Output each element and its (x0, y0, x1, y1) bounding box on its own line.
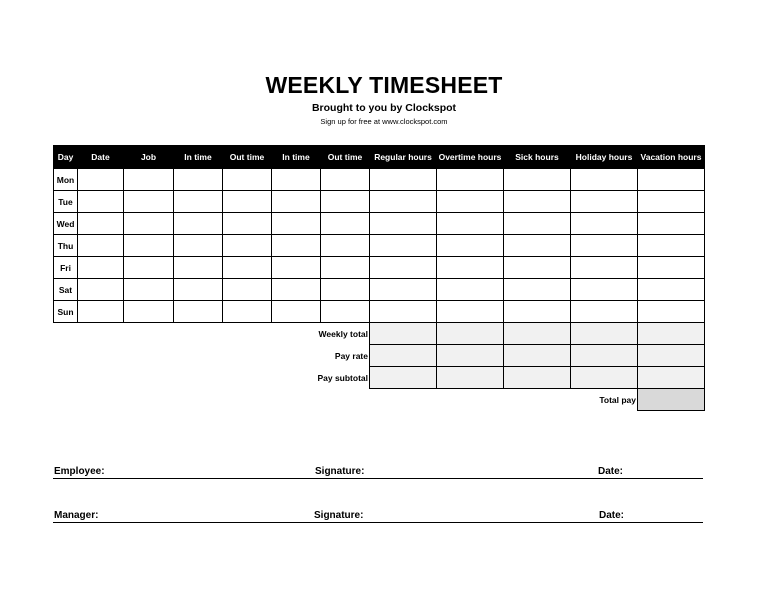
in-time-cell[interactable] (174, 279, 223, 301)
overtime-hours-cell[interactable] (437, 257, 504, 279)
summary-row-total-pay (54, 389, 705, 411)
pay-subtotal-label: Pay subtotal (317, 372, 368, 383)
vacation-hours-cell[interactable] (638, 257, 705, 279)
day-label: Sun (54, 301, 78, 323)
signup-tagline: Sign up for free at www.clockspot.com (320, 117, 448, 126)
pay-rate-regular-cell[interactable] (370, 345, 437, 367)
in-time-cell[interactable] (174, 191, 223, 213)
date-cell[interactable] (78, 191, 124, 213)
timesheet-table (53, 145, 705, 411)
overtime-hours-cell[interactable] (437, 213, 504, 235)
out-time-cell[interactable] (223, 213, 272, 235)
out-time-cell[interactable] (321, 235, 370, 257)
holiday-hours-cell[interactable] (571, 191, 638, 213)
job-cell[interactable] (124, 279, 174, 301)
sick-hours-cell[interactable] (504, 301, 571, 323)
sick-hours-cell[interactable] (504, 257, 571, 279)
out-time-cell[interactable] (321, 301, 370, 323)
out-time-cell[interactable] (223, 279, 272, 301)
column-header-in-time-2: In time (272, 146, 321, 169)
regular-hours-cell[interactable] (370, 301, 437, 323)
job-cell[interactable] (124, 235, 174, 257)
column-header-regular-hours: Regular hours (370, 146, 437, 169)
sick-hours-cell[interactable] (504, 279, 571, 301)
weekly-total-sick-cell[interactable] (504, 323, 571, 345)
in-time-cell[interactable] (272, 301, 321, 323)
pay-subtotal-overtime-cell[interactable] (437, 367, 504, 389)
weekly-total-holiday-cell[interactable] (571, 323, 638, 345)
out-time-cell[interactable] (223, 169, 272, 191)
holiday-hours-cell[interactable] (571, 257, 638, 279)
out-time-cell[interactable] (321, 213, 370, 235)
sick-hours-cell[interactable] (504, 213, 571, 235)
employee-date-label: Date: (598, 466, 624, 477)
pay-rate-sick-cell[interactable] (504, 345, 571, 367)
in-time-cell[interactable] (174, 301, 223, 323)
out-time-cell[interactable] (321, 257, 370, 279)
out-time-cell[interactable] (321, 169, 370, 191)
in-time-cell[interactable] (272, 235, 321, 257)
weekly-total-overtime-cell[interactable] (437, 323, 504, 345)
pay-subtotal-holiday-cell[interactable] (571, 367, 638, 389)
vacation-hours-cell[interactable] (638, 191, 705, 213)
table-row-sun (54, 301, 705, 323)
sick-hours-cell[interactable] (504, 235, 571, 257)
employee-label: Employee: (54, 466, 105, 477)
day-label: Thu (54, 235, 78, 257)
summary-row-weekly-total (54, 323, 705, 345)
table-row-tue (54, 191, 705, 213)
pay-rate-vacation-cell[interactable] (638, 345, 705, 367)
vacation-hours-cell[interactable] (638, 279, 705, 301)
regular-hours-cell[interactable] (370, 235, 437, 257)
holiday-hours-cell[interactable] (571, 169, 638, 191)
total-pay-label: Total pay (599, 394, 636, 405)
day-label: Mon (54, 169, 78, 191)
date-cell[interactable] (78, 213, 124, 235)
regular-hours-cell[interactable] (370, 257, 437, 279)
column-header-overtime-hours: Overtime hours (437, 146, 504, 169)
summary-row-pay-subtotal (54, 367, 705, 389)
page-title: WEEKLY TIMESHEET (265, 72, 503, 98)
in-time-cell[interactable] (272, 169, 321, 191)
regular-hours-cell[interactable] (370, 191, 437, 213)
date-cell[interactable] (78, 279, 124, 301)
date-cell[interactable] (78, 169, 124, 191)
vacation-hours-cell[interactable] (638, 169, 705, 191)
weekly-total-label: Weekly total (318, 328, 368, 339)
table-row-wed (54, 213, 705, 235)
column-header-job: Job (124, 146, 174, 169)
overtime-hours-cell[interactable] (437, 235, 504, 257)
out-time-cell[interactable] (321, 191, 370, 213)
out-time-cell[interactable] (223, 257, 272, 279)
overtime-hours-cell[interactable] (437, 279, 504, 301)
in-time-cell[interactable] (174, 257, 223, 279)
column-header-day: Day (54, 146, 78, 169)
pay-rate-holiday-cell[interactable] (571, 345, 638, 367)
job-cell[interactable] (124, 213, 174, 235)
holiday-hours-cell[interactable] (571, 235, 638, 257)
regular-hours-cell[interactable] (370, 213, 437, 235)
overtime-hours-cell[interactable] (437, 169, 504, 191)
regular-hours-cell[interactable] (370, 279, 437, 301)
pay-subtotal-sick-cell[interactable] (504, 367, 571, 389)
column-header-holiday-hours: Holiday hours (571, 146, 638, 169)
regular-hours-cell[interactable] (370, 169, 437, 191)
sick-hours-cell[interactable] (504, 169, 571, 191)
weekly-total-regular-cell[interactable] (370, 323, 437, 345)
in-time-cell[interactable] (174, 235, 223, 257)
pay-rate-label: Pay rate (334, 350, 368, 361)
holiday-hours-cell[interactable] (571, 301, 638, 323)
column-header-date: Date (78, 146, 124, 169)
manager-label: Manager: (54, 510, 99, 521)
column-header-out-time-1: Out time (223, 146, 272, 169)
pay-rate-overtime-cell[interactable] (437, 345, 504, 367)
job-cell[interactable] (124, 301, 174, 323)
in-time-cell[interactable] (174, 213, 223, 235)
pay-subtotal-vacation-cell[interactable] (638, 367, 705, 389)
out-time-cell[interactable] (223, 235, 272, 257)
day-label: Sat (54, 279, 78, 301)
overtime-hours-cell[interactable] (437, 191, 504, 213)
table-row-fri (54, 257, 705, 279)
in-time-cell[interactable] (174, 169, 223, 191)
weekly-total-vacation-cell[interactable] (638, 323, 705, 345)
total-pay-cell[interactable] (638, 389, 705, 411)
holiday-hours-cell[interactable] (571, 213, 638, 235)
vacation-hours-cell[interactable] (638, 301, 705, 323)
in-time-cell[interactable] (272, 213, 321, 235)
table-row-thu (54, 235, 705, 257)
day-label: Wed (54, 213, 78, 235)
summary-row-pay-rate (54, 345, 705, 367)
employee-signature-label: Signature: (315, 466, 365, 477)
job-cell[interactable] (124, 257, 174, 279)
out-time-cell[interactable] (223, 301, 272, 323)
in-time-cell[interactable] (272, 257, 321, 279)
date-cell[interactable] (78, 301, 124, 323)
employee-signature-line[interactable] (53, 462, 703, 479)
out-time-cell[interactable] (321, 279, 370, 301)
page-subtitle: Brought to you by Clockspot (311, 102, 457, 114)
day-label: Tue (54, 191, 78, 213)
date-cell[interactable] (78, 235, 124, 257)
table-header-row (54, 146, 705, 169)
manager-date-label: Date: (599, 510, 625, 521)
in-time-cell[interactable] (272, 191, 321, 213)
column-header-out-time-2: Out time (321, 146, 370, 169)
in-time-cell[interactable] (272, 279, 321, 301)
table-row-sat (54, 279, 705, 301)
date-cell[interactable] (78, 257, 124, 279)
job-cell[interactable] (124, 191, 174, 213)
holiday-hours-cell[interactable] (571, 279, 638, 301)
vacation-hours-cell[interactable] (638, 213, 705, 235)
pay-subtotal-regular-cell[interactable] (370, 367, 437, 389)
table-row-mon (54, 169, 705, 191)
out-time-cell[interactable] (223, 191, 272, 213)
column-header-vacation-hours: Vacation hours (638, 146, 705, 169)
manager-signature-label: Signature: (314, 510, 364, 521)
column-header-in-time-1: In time (174, 146, 223, 169)
overtime-hours-cell[interactable] (437, 301, 504, 323)
day-label: Fri (54, 257, 78, 279)
job-cell[interactable] (124, 169, 174, 191)
manager-signature-line[interactable] (53, 506, 703, 523)
sick-hours-cell[interactable] (504, 191, 571, 213)
column-header-sick-hours: Sick hours (504, 146, 571, 169)
vacation-hours-cell[interactable] (638, 235, 705, 257)
